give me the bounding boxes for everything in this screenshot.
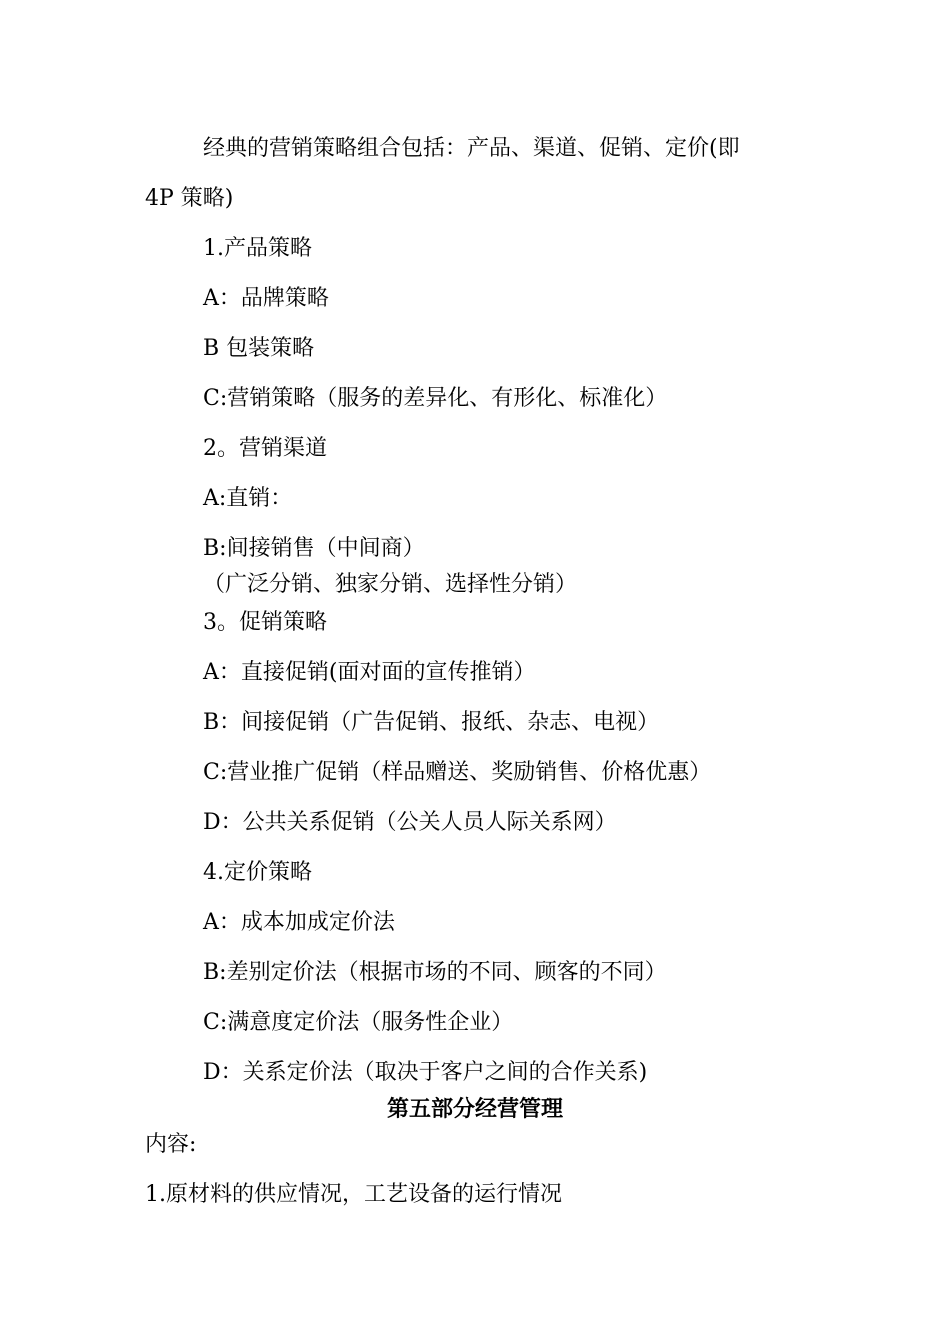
intro-line-2: 4P 策略) xyxy=(145,186,234,211)
list-item: B:间接销售（中间商） xyxy=(203,536,425,561)
list-item: （广泛分销、独家分销、选择性分销） xyxy=(203,572,578,597)
list-item: A：直接促销(面对面的宣传推销） xyxy=(203,660,536,685)
list-item: B:差别定价法（根据市场的不同、顾客的不同） xyxy=(203,960,667,985)
list-item: B 包装策略 xyxy=(203,336,315,361)
list-item: C:满意度定价法（服务性企业） xyxy=(203,1010,514,1035)
section-title-promotion: 3。促销策略 xyxy=(203,610,327,635)
content-label: 内容: xyxy=(145,1132,197,1157)
list-item: D：关系定价法（取决于客户之间的合作关系) xyxy=(203,1060,648,1085)
intro-line-1: 经典的营销策略组合包括：产品、渠道、促销、定价(即 xyxy=(203,136,740,161)
list-item: A：成本加成定价法 xyxy=(203,910,395,935)
list-item: A:直销： xyxy=(203,486,293,511)
content-item: 1.原材料的供应情况，工艺设备的运行情况 xyxy=(145,1182,562,1207)
list-item: C:营销策略（服务的差异化、有形化、标准化） xyxy=(203,386,668,411)
list-item: C:营业推广促销（样品赠送、奖励销售、价格优惠） xyxy=(203,760,712,785)
list-item: B：间接促销（广告促销、报纸、杂志、电视） xyxy=(203,710,660,735)
section-title-pricing: 4.定价策略 xyxy=(203,860,312,885)
list-item: D：公共关系促销（公关人员人际关系网） xyxy=(203,810,617,835)
list-item: A：品牌策略 xyxy=(203,286,329,311)
section-title-product: 1.产品策略 xyxy=(203,236,312,261)
part5-heading: 第五部分经营管理 xyxy=(386,1097,563,1122)
section-title-channel: 2。营销渠道 xyxy=(203,436,327,461)
